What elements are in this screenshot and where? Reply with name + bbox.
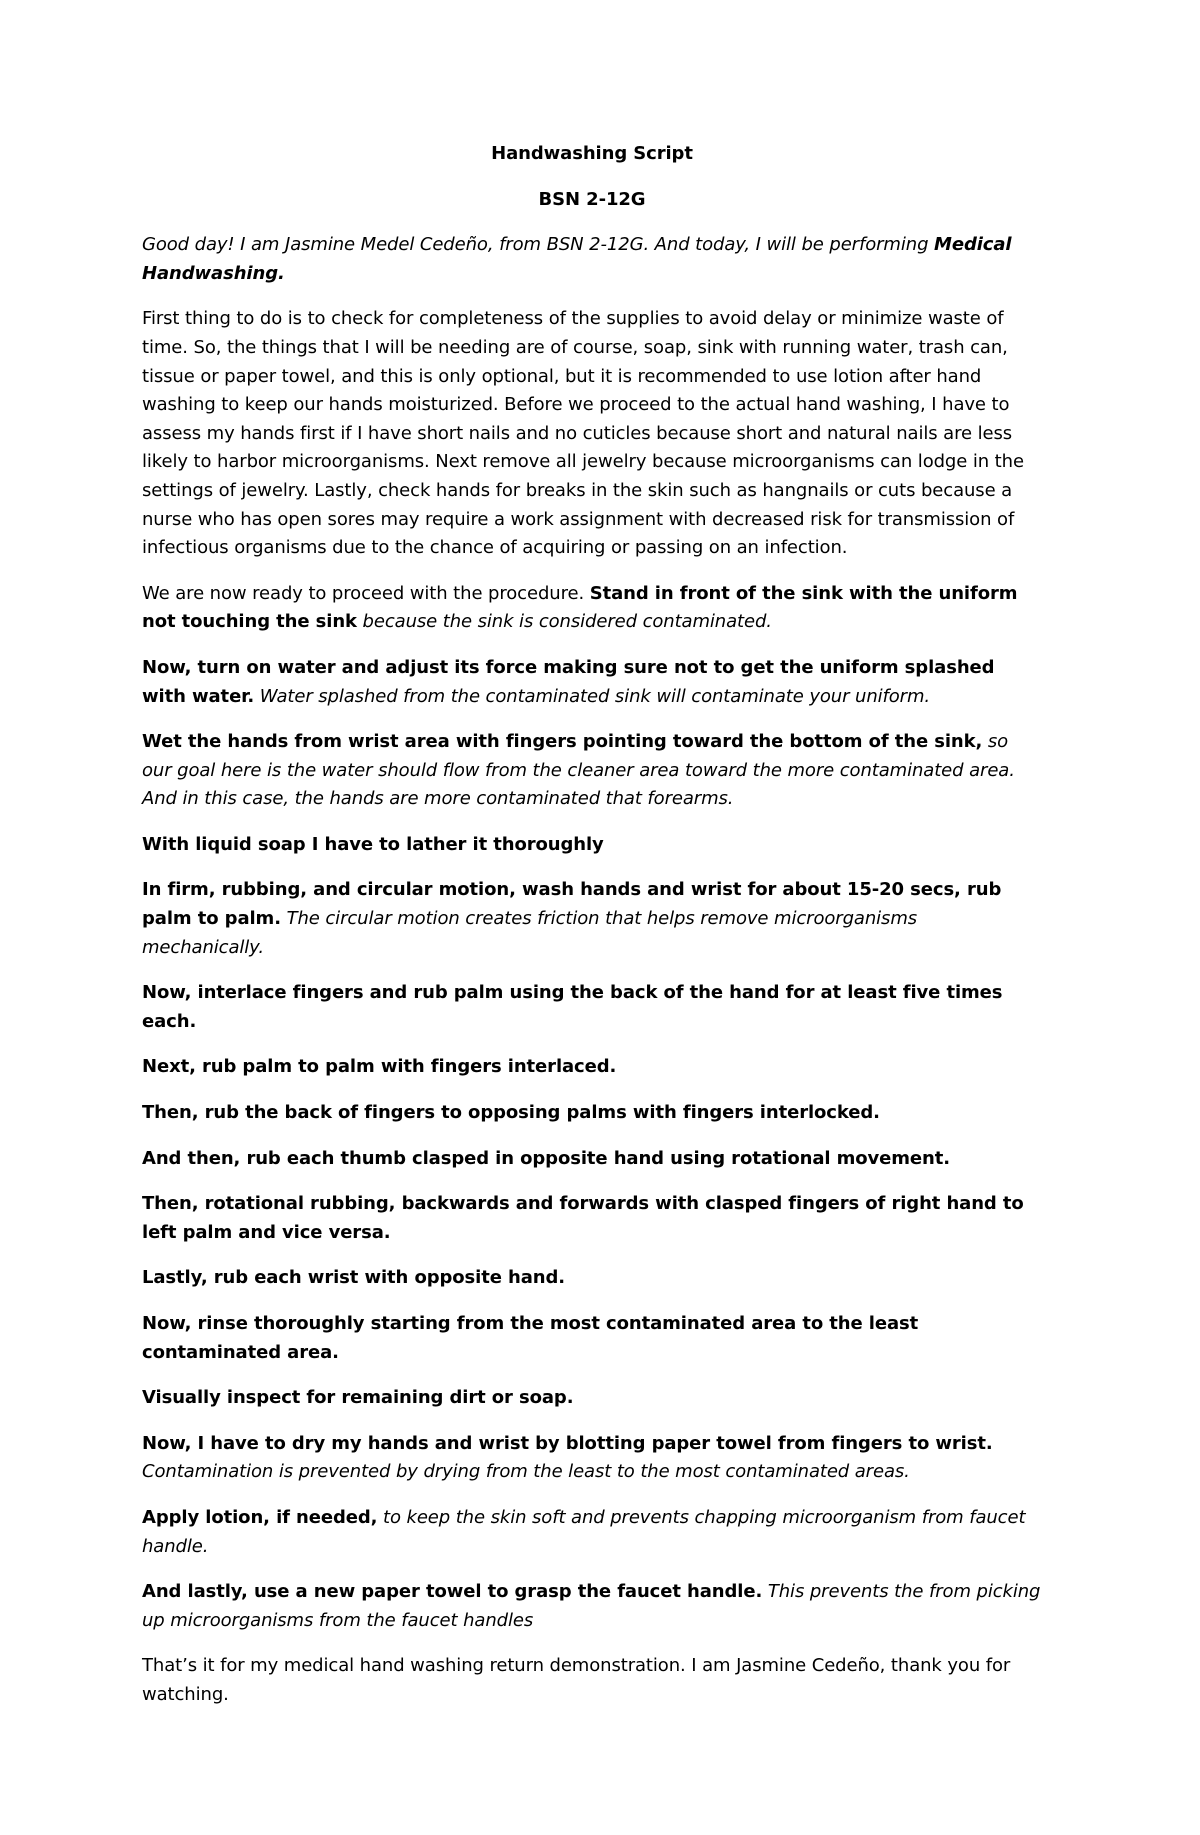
step-instruction: Next, rub palm to palm with fingers interlaced. — [142, 1056, 617, 1078]
step-instruction: With liquid soap I have to lather it thoroughly — [142, 833, 604, 855]
step-paragraph — [142, 979, 1042, 1036]
step-rationale: The circular motion creates friction that helps remove microorganisms mechanically. — [142, 908, 918, 958]
step-instruction: Stand in front of the sink with the uniform not touching the sink — [142, 582, 1018, 633]
step-rationale: Water splashed from the contaminated sink will contaminate your uniform. — [254, 685, 931, 707]
step-paragraph — [142, 1578, 1042, 1635]
step-paragraph — [142, 1053, 1042, 1082]
step-instruction: Now, rinse thoroughly starting from the most contaminated area to the least contaminated area. — [142, 1313, 919, 1363]
step-paragraph — [142, 1310, 1042, 1367]
step-instruction: Then, rub the back of fingers to opposing palms with fingers interlocked. — [142, 1102, 880, 1124]
closing-paragraph: That’s it for my medical hand washing return demonstration. I am Jasmine Cedeño, thank you for watching. — [142, 1655, 1011, 1705]
step-instruction: Lastly, rub each wrist with opposite hand. — [142, 1267, 566, 1289]
intro-greeting: Good day! I am Jasmine Medel Cedeño, from BSN 2-12G. And today, I will be performing — [142, 234, 935, 256]
preparation-paragraph: First thing to do is to check for completeness of the supplies to avoid delay or minimize waste of time. So, the things that I will be needing are of course, soap, sink with running water, trash can, tissue or paper towel, and this is only optional, but it is recommended to use lotion after hand washing to keep our hands moisturized. Before we proceed to the actual hand washing, I have to assess my hands first if I have short nails and no cuticles because short and natural nails are less likely to harbor microorganisms. Next remove all jewelry because microorganisms can lodge in the settings of jewelry. Lastly, check hands for breaks in the skin such as hangnails or cuts because a nurse who has open sores may require a work assignment with decreased risk for transmission of infectious organisms due to the chance of acquiring or passing on an infection. — [142, 308, 1024, 559]
step-paragraph — [142, 654, 1042, 711]
step-paragraph — [142, 1504, 1042, 1561]
step-instruction: Now, I have to dry my hands and wrist by blotting paper towel from fingers to wrist. — [142, 1432, 993, 1454]
step-instruction: Wet the hands from wrist area with fingers pointing toward the bottom of the sink, — [142, 731, 983, 753]
step-paragraph — [142, 831, 1042, 860]
step-lead-in: We are now ready to proceed with the procedure. — [142, 582, 590, 604]
step-rationale: because the sink is considered contaminated. — [356, 611, 772, 633]
step-rationale: Contamination is prevented by drying from the least to the most contaminated areas. — [142, 1461, 910, 1483]
document-title: Handwashing Script — [491, 143, 693, 164]
step-rationale: to keep the skin soft and prevents chapping microorganism from faucet handle. — [142, 1506, 1026, 1557]
step-instruction: And lastly, use a new paper towel to grasp the faucet handle. — [142, 1581, 763, 1603]
intro-paragraph — [142, 231, 1042, 288]
step-instruction: Apply lotion, if needed, — [142, 1506, 378, 1528]
step-instruction: In firm, rubbing, and circular motion, wash hands and wrist for about 15-20 secs, rub palm to palm. — [142, 879, 1002, 930]
step-instruction: Now, turn on water and adjust its force making sure not to get the uniform splashed with water. — [142, 656, 995, 707]
step-rationale: so our goal here is the water should flow from the cleaner area toward the more contaminated area. And in this case, the hands are more contaminated that forearms. — [142, 731, 1015, 810]
step-paragraph — [142, 876, 1042, 962]
step-instruction: Now, interlace fingers and rub palm using the back of the hand for at least five times each. — [142, 982, 1003, 1032]
step-paragraph — [142, 1264, 1042, 1293]
step-paragraph — [142, 1430, 1042, 1487]
step-instruction: Then, rotational rubbing, backwards and forwards with clasped fingers of right hand to left palm and vice versa. — [142, 1193, 1024, 1243]
step-paragraph — [142, 1384, 1042, 1413]
step-instruction: And then, rub each thumb clasped in opposite hand using rotational movement. — [142, 1147, 950, 1169]
step-paragraph — [142, 580, 1042, 637]
document-subtitle: BSN 2-12G — [538, 188, 646, 210]
step-paragraph — [142, 1190, 1042, 1247]
step-instruction: Visually inspect for remaining dirt or soap. — [142, 1387, 574, 1409]
intro-procedure-name: Medical Handwashing. — [142, 234, 1012, 284]
step-paragraph — [142, 1099, 1042, 1128]
step-paragraph — [142, 1145, 1042, 1174]
document-body — [142, 140, 1042, 1727]
step-rationale: This prevents the from picking up microorganisms from the faucet handles — [142, 1581, 1041, 1631]
step-paragraph — [142, 728, 1042, 814]
